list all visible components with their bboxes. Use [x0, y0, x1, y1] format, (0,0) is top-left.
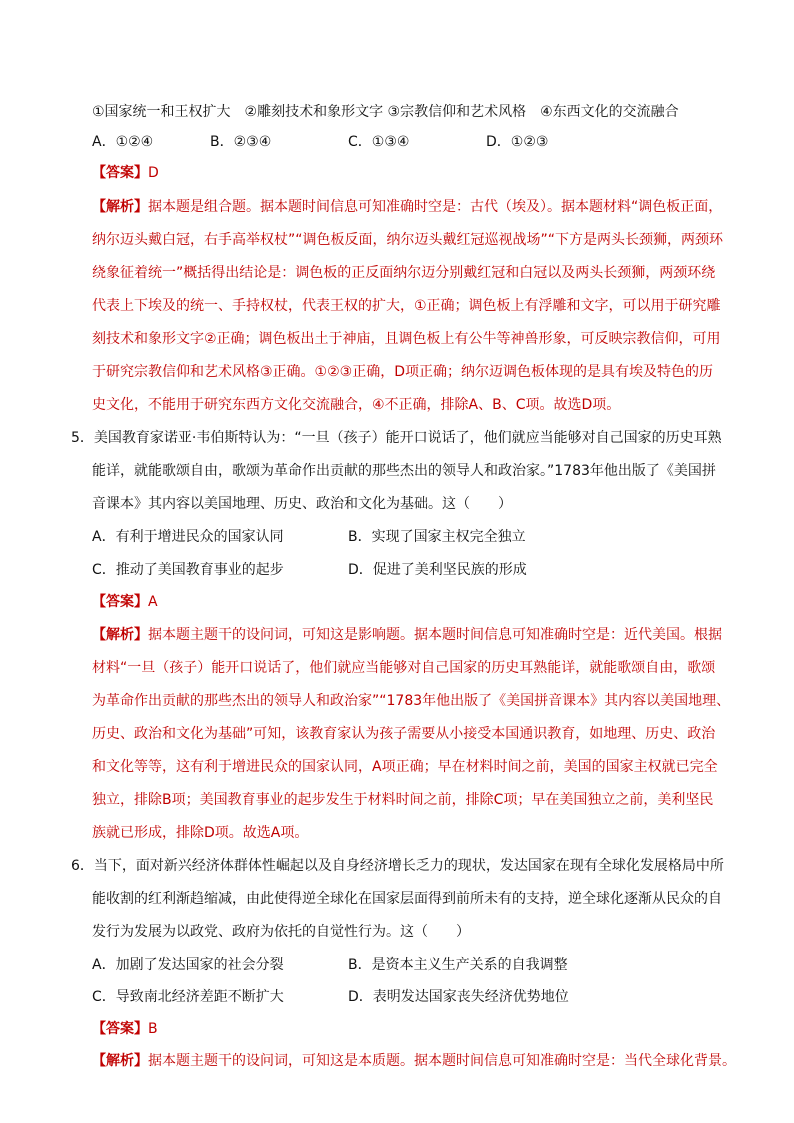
q5-stem-line: 5．美国教育家诺亚·韦伯斯特认为：“一旦（孩子）能开口说话了，他们就应当能够对自己国家的历史耳熟: [71, 430, 722, 446]
q6-option-d: D．表明发达国家丧失经济优势地位: [348, 989, 569, 1005]
q6-stem-line: 发行为发展为以政党、政府为依托的自觉性行为。这（ ）: [92, 924, 470, 940]
q6-stem-line: 能收割的红利渐趋缩减，由此使得逆全球化在国家层面得到前所未有的支持，逆全球化逐渐从民众的自: [92, 891, 722, 907]
q5-analysis-line: 和文化等等，这有利于增进民众的国家认同，A项正确；早在材料时间之前，美国的国家主权就已完全: [92, 759, 718, 775]
q4-statements: ①国家统一和王权扩大 ②雕刻技术和象形文字 ③宗教信仰和艺术风格 ④东西文化的交流融合: [92, 104, 679, 120]
answer-tag: 【答案】: [92, 165, 148, 181]
q4-analysis-line: 【解析】据本题是组合题。据本题时间信息可知准确时空是：古代（埃及）。据本题材料“调色板正面，: [92, 199, 723, 215]
q4-option-d: D．①②③: [486, 134, 549, 150]
q5-option-d: D．促进了美利坚民族的形成: [348, 562, 527, 578]
answer-value: A: [148, 594, 158, 610]
q6-analysis-line: 【解析】据本题主题干的设问词，可知这是本质题。据本题时间信息可知准确时空是：当代全球化背景。: [92, 1053, 736, 1069]
q5-stem-line: 能详，就能歌颂自由，歌颂为革命作出贡献的那些杰出的领导人和政治家。”1783年他出版了《美国拼: [92, 463, 716, 479]
q5-analysis-line: 独立，排除B项；美国教育事业的起步发生于材料时间之前，排除C项；早在美国独立之前，美利坚民: [92, 792, 714, 808]
analysis-tag: 【解析】: [92, 627, 148, 643]
q4-option-a: A．①②④: [92, 134, 154, 150]
q5-analysis-line: 材料“一旦（孩子）能开口说话了，他们就应当能够对自己国家的历史耳熟能详，就能歌颂自由，歌颂: [92, 660, 716, 676]
q5-analysis-line: 族就已形成，排除D项。故选A项。: [92, 825, 309, 841]
answer-value: B: [148, 1021, 158, 1037]
q4-option-b: B．②③④: [210, 134, 272, 150]
q5-option-a: A．有利于增进民众的国家认同: [92, 529, 284, 545]
q5-stem-line: 音课本》其内容以美国地理、历史、政治和文化为基础。这（ ）: [92, 496, 512, 512]
q4-analysis-line: 于研究宗教信仰和艺术风格③正确。①②③正确，D项正确；纳尔迈调色板体现的是具有埃及特色的历: [92, 364, 713, 380]
answer-tag: 【答案】: [92, 594, 148, 610]
q4-option-c: C．①③④: [348, 134, 410, 150]
analysis-tag: 【解析】: [92, 199, 148, 215]
q5-answer: [92, 592, 158, 612]
q6-answer: [92, 1019, 158, 1039]
q5-analysis-line: 历史、政治和文化为基础”可知，该教育家认为孩子需要从小接受本国通识教育，如地理、历史、政治: [92, 726, 716, 742]
q4-analysis-line: 绕象征着统一”概括得出结论是：调色板的正反面纳尔迈分别戴红冠和白冠以及两头长颈狮，两颈环绕: [92, 265, 716, 281]
q5-analysis-line: 为革命作出贡献的那些杰出的领导人和政治家”“1783年他出版了《美国拼音课本》其内容以美国地理、: [92, 693, 731, 709]
question-number: 5．: [71, 430, 94, 446]
question-number: 6．: [71, 858, 94, 874]
q4-analysis-line: 刻技术和象形文字②正确；调色板出土于神庙，且调色板上有公牛等神兽形象，可反映宗教信仰，可用: [92, 331, 721, 347]
q4-analysis-line: 纳尔迈头戴白冠，右手高举权杖”“调色板反面，纳尔迈头戴红冠巡视战场”“下方是两头长颈狮，两颈环: [92, 232, 724, 248]
q6-option-b: B．是资本主义生产关系的自我调整: [348, 957, 568, 973]
analysis-tag: 【解析】: [92, 1053, 148, 1069]
q5-option-b: B．实现了国家主权完全独立: [348, 529, 526, 545]
q6-option-a: A．加剧了发达国家的社会分裂: [92, 957, 284, 973]
q4-analysis-line: 史文化，不能用于研究东西方文化交流融合，④不正确，排除A、B、C项。故选D项。: [92, 397, 621, 413]
q6-stem-line: 6．当下，面对新兴经济体群体性崛起以及自身经济增长乏力的现状，发达国家在现有全球化发展格局中所: [71, 858, 724, 874]
answer-value: D: [148, 165, 159, 181]
q4-analysis-line: 代表上下埃及的统一、手持权杖，代表王权的扩大，①正确；调色板上有浮雕和文字，可以用于研究雕: [92, 298, 721, 314]
q6-option-c: C．导致南北经济差距不断扩大: [92, 989, 284, 1005]
q5-option-c: C．推动了美国教育事业的起步: [92, 562, 284, 578]
answer-tag: 【答案】: [92, 1021, 148, 1037]
q5-analysis-line: 【解析】据本题主题干的设问词，可知这是影响题。据本题时间信息可知准确时空是：近代美国。根据: [92, 627, 722, 643]
q4-answer: [92, 163, 159, 183]
